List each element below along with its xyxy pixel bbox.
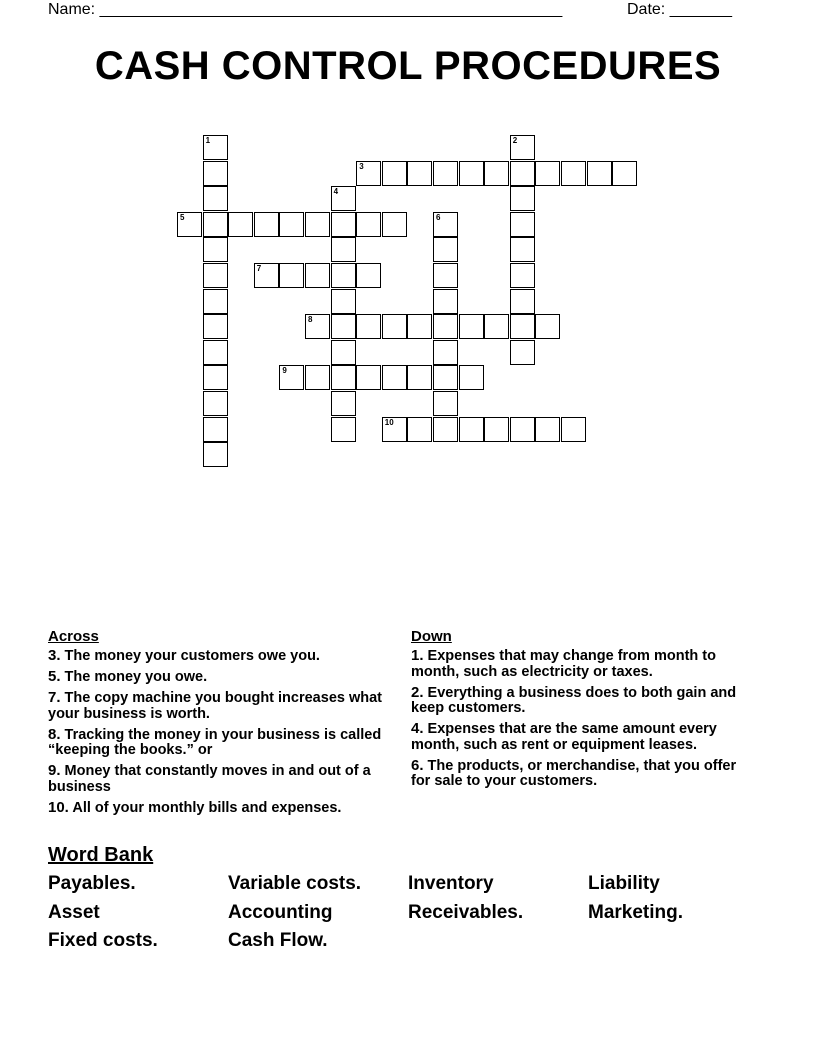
grid-cell[interactable] [203, 263, 228, 288]
clue-text: All of your monthly bills and expenses. [68, 799, 342, 816]
clue [411, 685, 751, 717]
grid-cell[interactable] [459, 314, 484, 339]
grid-cell[interactable] [510, 237, 535, 262]
grid-cell[interactable] [510, 263, 535, 288]
grid-cell[interactable] [407, 417, 432, 442]
clue-text: The products, or merchandise, that you offer for sale to your customers. [411, 757, 737, 789]
grid-cell[interactable] [356, 365, 381, 390]
clue-number-label: 10 [384, 417, 394, 427]
grid-cell[interactable] [279, 263, 304, 288]
grid-cell[interactable] [535, 417, 560, 442]
grid-cell[interactable] [356, 161, 381, 186]
grid-cell[interactable] [305, 314, 330, 339]
word-bank-item: Inventory [408, 873, 494, 894]
clue-number-label: 9 [282, 366, 287, 376]
grid-cell[interactable] [331, 365, 356, 390]
grid-cell[interactable] [433, 161, 458, 186]
word-bank-item: Marketing. [588, 902, 684, 923]
grid-cell[interactable] [433, 314, 458, 339]
grid-cell[interactable] [484, 417, 509, 442]
grid-cell[interactable] [433, 365, 458, 390]
word-bank-item: Liability [588, 873, 660, 894]
clue-number-label: 1 [205, 136, 211, 145]
grid-cell[interactable] [203, 135, 228, 160]
clue-number: 3. [48, 647, 61, 664]
clue [48, 690, 388, 722]
clue [48, 727, 388, 759]
across-clues [48, 628, 388, 821]
grid-cell[interactable] [203, 314, 228, 339]
grid-cell[interactable] [203, 417, 228, 442]
grid-cell[interactable] [279, 365, 304, 390]
grid-cell[interactable] [382, 365, 407, 390]
grid-cell[interactable] [587, 161, 612, 186]
grid-cell[interactable] [484, 161, 509, 186]
grid-cell[interactable] [433, 212, 458, 237]
clue-text: Expenses that are the same amount every month, such as rent or equipment leases. [411, 721, 717, 753]
grid-cell[interactable] [279, 212, 304, 237]
clue-number-label: 7 [256, 264, 262, 273]
page-title: CASH CONTROL PROCEDURES [94, 44, 722, 88]
word-bank-title: Word Bank [48, 844, 154, 866]
clue [411, 758, 751, 790]
grid-cell[interactable] [356, 263, 381, 288]
clue-number: 9. [48, 762, 61, 779]
grid-cell[interactable] [382, 161, 407, 186]
grid-cell[interactable] [510, 135, 535, 160]
grid-cell[interactable] [331, 237, 356, 262]
grid-cell[interactable] [331, 212, 356, 237]
grid-cell[interactable] [561, 161, 586, 186]
grid-cell[interactable] [203, 212, 228, 237]
grid-cell[interactable] [203, 442, 228, 467]
grid-cell[interactable] [254, 263, 279, 288]
clue-text: The money your customers owe you. [60, 648, 320, 664]
name-field[interactable]: Name: ____________________________________________________ [48, 1, 563, 18]
clue-number-label: 3 [359, 161, 364, 171]
clue-number: 6. [411, 756, 424, 774]
clue-number: 7. [48, 689, 61, 706]
grid-cell[interactable] [228, 212, 253, 237]
grid-cell[interactable] [305, 263, 330, 288]
clue-text: The copy machine you bought increases what your business is worth. [48, 690, 383, 722]
grid-cell[interactable] [382, 212, 407, 237]
clue-number: 8. [48, 725, 61, 743]
grid-cell[interactable] [331, 186, 356, 211]
grid-cell[interactable] [484, 314, 509, 339]
clue-number-label: 8 [308, 315, 313, 325]
grid-cell[interactable] [305, 212, 330, 237]
clue [48, 800, 388, 817]
grid-cell[interactable] [535, 314, 560, 339]
grid-cell[interactable] [356, 314, 381, 339]
grid-cell[interactable] [254, 212, 279, 237]
clue-number-label: 4 [333, 187, 339, 197]
grid-cell[interactable] [331, 391, 356, 416]
word-bank-item: Cash Flow. [228, 930, 328, 951]
down-clues [411, 628, 751, 794]
grid-cell[interactable] [433, 237, 458, 262]
clue-number: 5. [48, 668, 61, 685]
clue-text: Tracking the money in your business is called “keeping the books.” or [48, 726, 382, 758]
grid-cell[interactable] [203, 161, 228, 186]
clue-text: Money that constantly moves in and out of a business [48, 763, 371, 795]
word-bank-item: Variable costs. [228, 873, 362, 894]
word-bank-item: Asset [48, 902, 100, 923]
grid-cell[interactable] [433, 391, 458, 416]
grid-cell[interactable] [305, 365, 330, 390]
grid-cell[interactable] [433, 417, 458, 442]
grid-cell[interactable] [433, 340, 458, 365]
grid-cell[interactable] [510, 161, 535, 186]
grid-cell[interactable] [203, 186, 228, 211]
grid-cell[interactable] [510, 212, 535, 237]
grid-cell[interactable] [407, 365, 432, 390]
word-bank-item: Accounting [228, 902, 333, 923]
grid-cell[interactable] [459, 417, 484, 442]
grid-cell[interactable] [510, 417, 535, 442]
grid-cell[interactable] [561, 417, 586, 442]
grid-cell[interactable] [433, 263, 458, 288]
grid-cell[interactable] [510, 186, 535, 211]
grid-cell[interactable] [331, 263, 356, 288]
down-heading: Down [411, 628, 452, 645]
grid-cell[interactable] [510, 289, 535, 314]
grid-cell[interactable] [331, 314, 356, 339]
grid-cell[interactable] [331, 289, 356, 314]
word-bank-item: Payables. [48, 873, 136, 894]
grid-cell[interactable] [407, 161, 432, 186]
grid-cell[interactable] [203, 365, 228, 390]
clue-list [411, 648, 751, 790]
clue-text: Everything a business does to both gain and keep customers. [411, 684, 737, 716]
grid-cell[interactable] [331, 417, 356, 442]
across-heading: Across [48, 628, 99, 645]
grid-cell[interactable] [459, 365, 484, 390]
date-field[interactable]: Date: _______ [627, 1, 732, 18]
grid-cell[interactable] [203, 391, 228, 416]
grid-cell[interactable] [510, 340, 535, 365]
grid-cell[interactable] [459, 161, 484, 186]
grid-cell[interactable] [177, 212, 202, 237]
clue-number-label: 6 [436, 212, 441, 222]
clue [48, 648, 388, 665]
clue-number: 1. [411, 647, 424, 664]
grid-cell[interactable] [510, 314, 535, 339]
grid-cell[interactable] [382, 314, 407, 339]
clue-number: 2. [411, 683, 424, 701]
grid-cell[interactable] [382, 417, 407, 442]
clue-list [48, 648, 388, 816]
clue [411, 721, 751, 753]
clue-number-label: 5 [180, 212, 185, 222]
grid-cell[interactable] [203, 237, 228, 262]
clue [48, 669, 388, 686]
grid-cell[interactable] [331, 340, 356, 365]
word-bank-item: Fixed costs. [48, 930, 158, 951]
grid-cell[interactable] [407, 314, 432, 339]
grid-cell[interactable] [203, 289, 228, 314]
clue [411, 648, 751, 680]
grid-cell[interactable] [535, 161, 560, 186]
clue-number: 4. [411, 720, 424, 737]
clue-text: Expenses that may change from month to month, such as electricity or taxes. [411, 648, 716, 680]
grid-cell[interactable] [203, 340, 228, 365]
clue-text: The money you owe. [60, 669, 208, 685]
grid-cell[interactable] [433, 289, 458, 314]
grid-cell[interactable] [612, 161, 637, 186]
word-bank-item: Receivables. [408, 902, 524, 923]
clue-number-label: 2 [512, 136, 518, 145]
clue-number: 10. [48, 798, 69, 816]
grid-cell[interactable] [356, 212, 381, 237]
clue [48, 763, 388, 795]
